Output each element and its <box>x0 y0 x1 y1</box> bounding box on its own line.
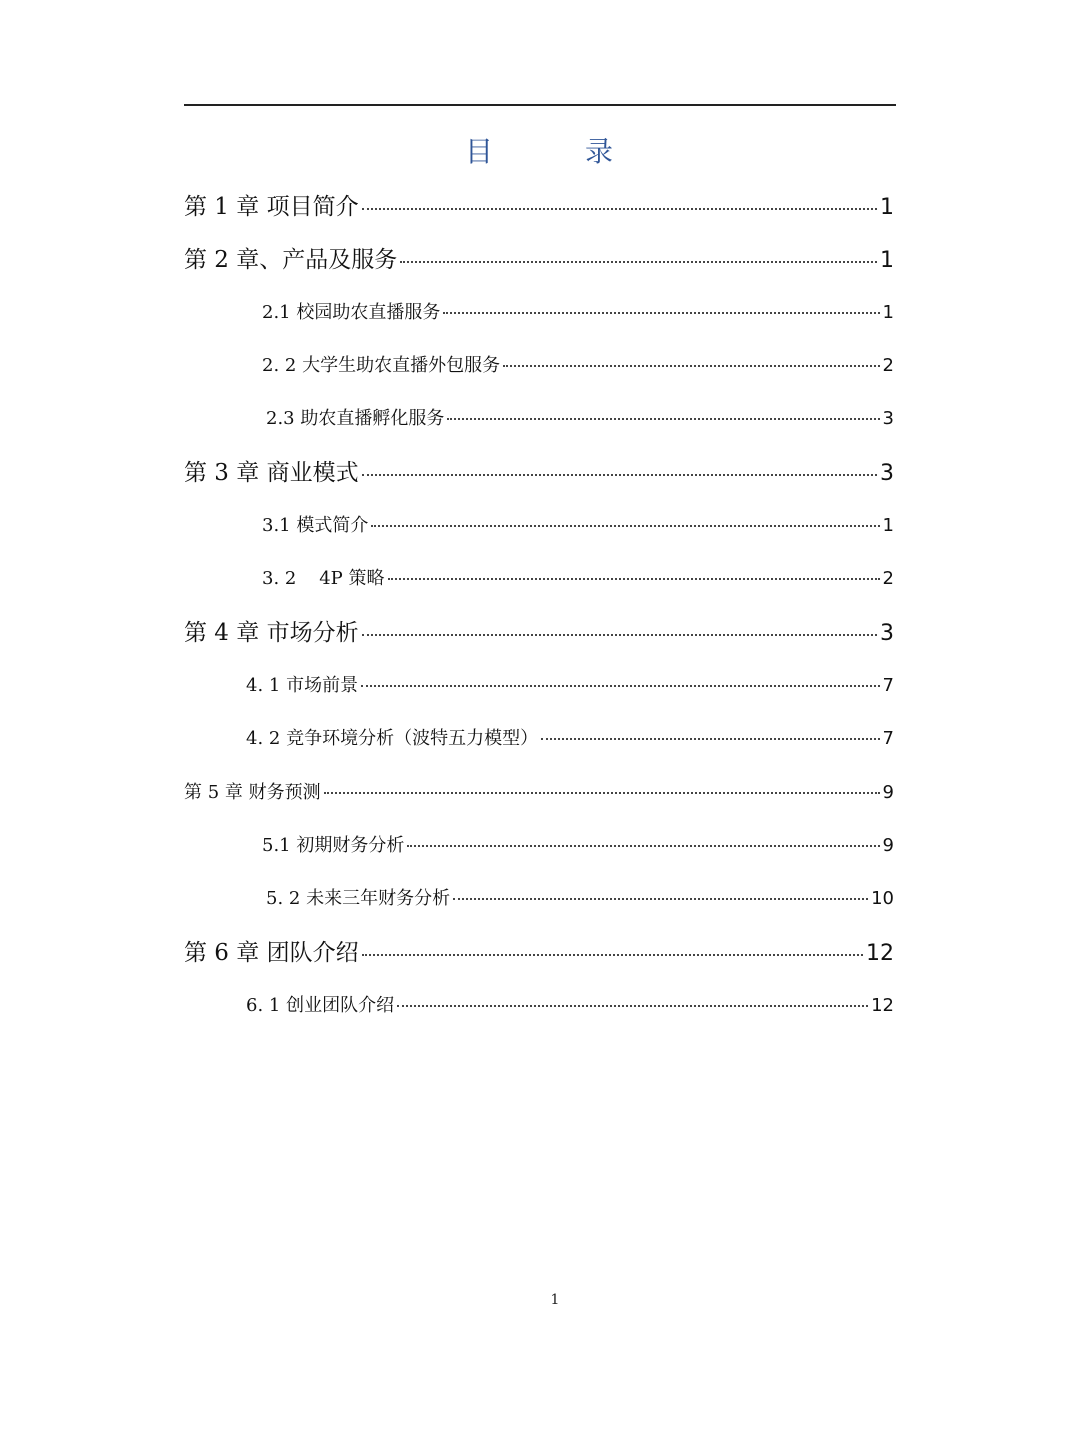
toc-entry-label: 4. 1 市场前景 <box>246 675 359 696</box>
toc-entry-label: 4. 2 竞争环境分析（波特五力模型） <box>246 728 539 749</box>
toc-leader-dots <box>503 365 879 367</box>
toc-entry-page: 1 <box>882 302 894 323</box>
toc-entry-label: 第 5 章 财务预测 <box>184 782 321 803</box>
toc-entry-label: 第 6 章 团队介绍 <box>184 940 359 966</box>
toc-entry-section-4-1[interactable] <box>246 671 894 697</box>
toc-entry-page: 7 <box>882 728 894 749</box>
toc-entry-page: 1 <box>882 515 894 536</box>
toc-leader-dots <box>400 261 877 263</box>
toc-entry-page: 12 <box>871 995 894 1016</box>
toc-entry-page: 9 <box>882 835 894 856</box>
toc-leader-dots <box>407 845 879 847</box>
toc-leader-dots <box>453 898 868 900</box>
toc-entry-page: 3 <box>882 408 894 429</box>
toc-leader-dots <box>541 738 879 740</box>
toc-leader-dots <box>362 208 877 210</box>
toc-title-char-1: 目 <box>464 135 495 168</box>
header-rule <box>184 104 896 106</box>
toc-leader-dots <box>371 525 879 527</box>
toc-entry-label: 3.1 模式简介 <box>262 515 369 536</box>
toc-entry-page: 10 <box>871 888 894 909</box>
toc-entry-section-3-1[interactable] <box>262 511 894 537</box>
toc-entry-page: 2 <box>882 568 894 589</box>
toc-entry-chapter-2[interactable] <box>184 241 894 273</box>
toc-entry-section-5-2[interactable] <box>266 884 894 910</box>
toc-entry-page: 1 <box>880 248 894 273</box>
toc-entry-chapter-5[interactable] <box>184 778 894 804</box>
toc-entry-page: 1 <box>880 195 894 220</box>
toc-entry-page: 12 <box>866 941 894 966</box>
toc-entry-section-3-2[interactable] <box>262 564 894 590</box>
toc-entry-section-5-1[interactable] <box>262 831 894 857</box>
toc-entry-page: 3 <box>880 461 894 486</box>
toc-entry-chapter-3[interactable] <box>184 454 894 486</box>
toc-entry-label: 6. 1 创业团队介绍 <box>246 995 395 1016</box>
toc-entry-label: 第 3 章 商业模式 <box>184 460 359 486</box>
page-number: 1 <box>550 1292 560 1308</box>
toc-entry-label: 第 4 章 市场分析 <box>184 620 359 646</box>
toc-leader-dots <box>443 312 879 314</box>
toc-leader-dots <box>324 792 880 794</box>
toc-leader-dots <box>362 634 877 636</box>
toc-entry-label: 2.3 助农直播孵化服务 <box>266 408 445 429</box>
toc-title <box>0 130 1080 170</box>
toc-entry-chapter-4[interactable] <box>184 614 894 646</box>
toc-entry-label: 第 1 章 项目简介 <box>184 194 359 220</box>
toc-leader-dots <box>362 474 877 476</box>
toc-leader-dots <box>447 418 879 420</box>
toc-entry-label: 5.1 初期财务分析 <box>262 835 405 856</box>
toc-leader-dots <box>362 954 863 956</box>
toc-leader-dots <box>361 685 879 687</box>
toc-entry-section-2-2[interactable] <box>262 351 894 377</box>
toc-entry-chapter-6[interactable] <box>184 934 894 966</box>
toc-entry-label: 2.1 校园助农直播服务 <box>262 302 441 323</box>
toc-entry-label: 3. 2 4P 策略 <box>262 568 385 589</box>
toc-entry-page: 9 <box>882 782 894 803</box>
toc-entry-section-2-1[interactable] <box>262 298 894 324</box>
toc-entry-label: 第 2 章、产品及服务 <box>184 247 398 273</box>
toc-title-char-2: 录 <box>585 135 616 168</box>
toc-entry-page: 3 <box>880 621 894 646</box>
toc-entry-page: 2 <box>882 355 894 376</box>
toc-leader-dots <box>388 578 880 580</box>
toc-entry-page: 7 <box>882 675 894 696</box>
toc-entry-section-6-1[interactable] <box>246 991 894 1017</box>
toc-entry-label: 5. 2 未来三年财务分析 <box>266 888 451 909</box>
toc-entry-section-4-2[interactable] <box>246 724 894 750</box>
toc-entry-label: 2. 2 大学生助农直播外包服务 <box>262 355 501 376</box>
toc-entry-section-2-3[interactable] <box>266 404 894 430</box>
toc-entry-chapter-1[interactable] <box>184 188 894 220</box>
toc-leader-dots <box>397 1005 868 1007</box>
